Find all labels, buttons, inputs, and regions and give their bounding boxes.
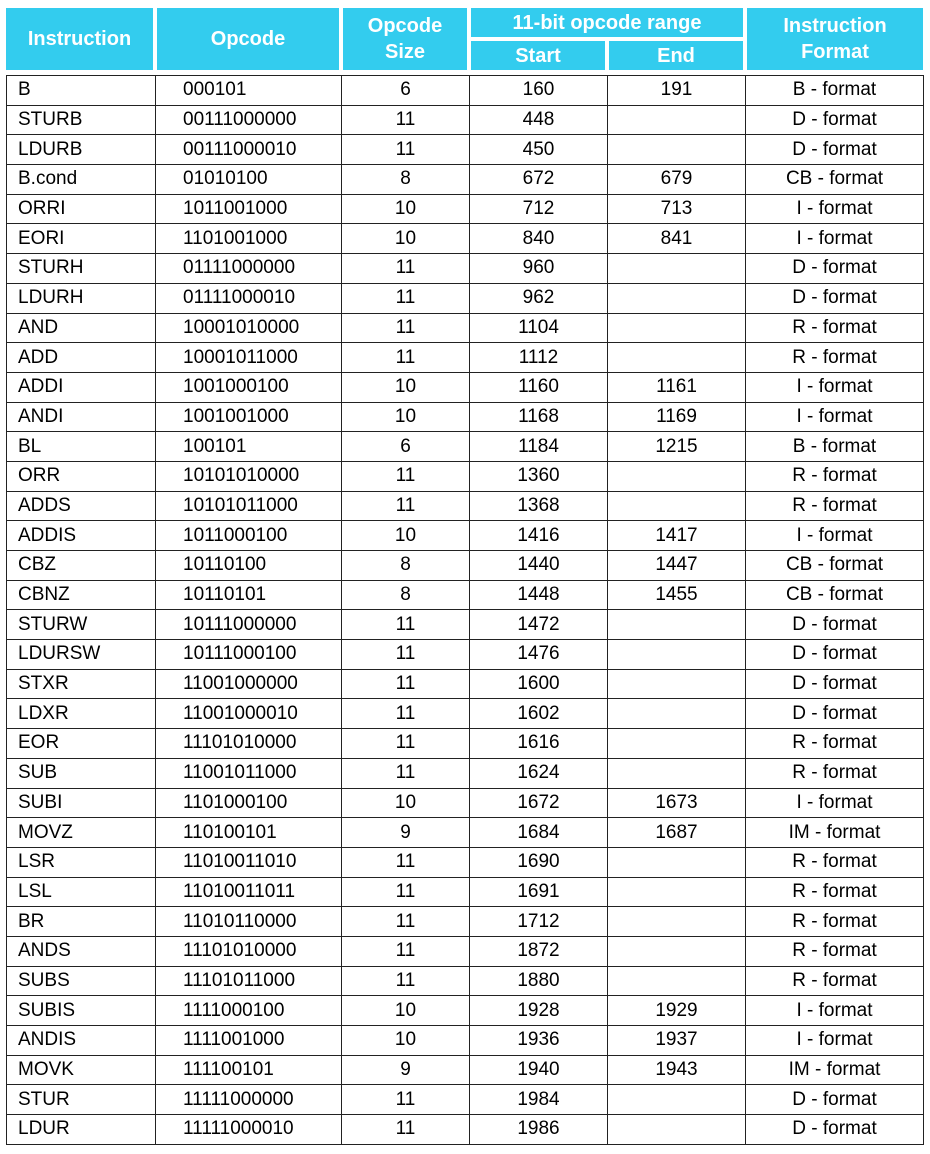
cell-instruction: LDURB	[7, 135, 156, 165]
cell-range-end	[608, 877, 746, 907]
cell-opcode-size: 10	[342, 788, 470, 818]
cell-range-end: 1943	[608, 1055, 746, 1085]
cell-instruction: LDXR	[7, 699, 156, 729]
cell-opcode-size: 6	[342, 432, 470, 462]
cell-opcode-size: 11	[342, 343, 470, 373]
table-row	[7, 521, 924, 551]
cell-instruction-format: I - format	[746, 194, 924, 224]
table-row	[7, 847, 924, 877]
cell-range-start: 1160	[470, 372, 608, 402]
cell-opcode-size: 11	[342, 610, 470, 640]
cell-opcode: 1101000100	[156, 788, 342, 818]
cell-opcode-size: 8	[342, 580, 470, 610]
cell-opcode-size: 11	[342, 847, 470, 877]
cell-opcode-size: 11	[342, 699, 470, 729]
cell-range-end: 841	[608, 224, 746, 254]
table-row	[7, 699, 924, 729]
cell-range-start: 1104	[470, 313, 608, 343]
cell-instruction-format: I - format	[746, 372, 924, 402]
cell-instruction-format: R - format	[746, 729, 924, 759]
cell-instruction-format: B - format	[746, 432, 924, 462]
header-format-line1: Instruction	[783, 15, 887, 37]
cell-opcode-size: 11	[342, 729, 470, 759]
cell-opcode: 110100101	[156, 818, 342, 848]
cell-range-end	[608, 936, 746, 966]
table-row	[7, 818, 924, 848]
cell-instruction-format: I - format	[746, 788, 924, 818]
cell-instruction: AND	[7, 313, 156, 343]
table-row	[7, 936, 924, 966]
cell-instruction: SUBIS	[7, 996, 156, 1026]
cell-range-start: 1476	[470, 640, 608, 670]
table-row	[7, 224, 924, 254]
cell-opcode: 1001000100	[156, 372, 342, 402]
table-row	[7, 966, 924, 996]
cell-instruction-format: R - format	[746, 877, 924, 907]
cell-range-end: 1687	[608, 818, 746, 848]
opcode-table-body	[7, 76, 924, 1145]
table-row	[7, 491, 924, 521]
cell-opcode: 01010100	[156, 165, 342, 195]
cell-opcode-size: 11	[342, 461, 470, 491]
table-row	[7, 76, 924, 106]
cell-range-end: 1417	[608, 521, 746, 551]
table-row	[7, 610, 924, 640]
header-start-label: Start	[515, 44, 561, 67]
cell-opcode-size: 6	[342, 76, 470, 106]
cell-opcode: 1101001000	[156, 224, 342, 254]
cell-instruction: LSL	[7, 877, 156, 907]
cell-opcode: 10110101	[156, 580, 342, 610]
cell-instruction: LDURH	[7, 283, 156, 313]
cell-range-start: 960	[470, 254, 608, 284]
cell-opcode: 11101010000	[156, 729, 342, 759]
cell-instruction: SUB	[7, 758, 156, 788]
cell-range-end	[608, 491, 746, 521]
cell-opcode-size: 11	[342, 907, 470, 937]
cell-instruction-format: R - format	[746, 966, 924, 996]
cell-range-start: 1984	[470, 1085, 608, 1115]
cell-range-end	[608, 254, 746, 284]
cell-range-end: 1447	[608, 551, 746, 581]
cell-instruction-format: IM - format	[746, 818, 924, 848]
cell-opcode-size: 11	[342, 966, 470, 996]
cell-range-end: 1937	[608, 1026, 746, 1056]
cell-range-start: 450	[470, 135, 608, 165]
cell-instruction-format: R - format	[746, 313, 924, 343]
cell-instruction: STURW	[7, 610, 156, 640]
cell-instruction-format: I - format	[746, 224, 924, 254]
header-size-line1: Opcode	[367, 15, 443, 37]
table-row	[7, 194, 924, 224]
cell-range-start: 1602	[470, 699, 608, 729]
cell-range-end: 679	[608, 165, 746, 195]
cell-instruction-format: D - format	[746, 1115, 924, 1145]
cell-opcode: 11010011011	[156, 877, 342, 907]
cell-opcode: 11101010000	[156, 936, 342, 966]
table-row	[7, 283, 924, 313]
header-end	[609, 41, 743, 70]
cell-range-end: 1215	[608, 432, 746, 462]
cell-opcode-size: 11	[342, 936, 470, 966]
cell-opcode: 10110100	[156, 551, 342, 581]
cell-instruction: B	[7, 76, 156, 106]
table-row	[7, 640, 924, 670]
cell-range-end	[608, 283, 746, 313]
cell-range-end	[608, 847, 746, 877]
cell-opcode-size: 10	[342, 372, 470, 402]
cell-opcode-size: 11	[342, 254, 470, 284]
table-row	[7, 877, 924, 907]
cell-instruction: EORI	[7, 224, 156, 254]
cell-instruction-format: D - format	[746, 699, 924, 729]
cell-instruction-format: CB - format	[746, 551, 924, 581]
cell-range-start: 1472	[470, 610, 608, 640]
header-opcode-label: Opcode	[210, 28, 286, 50]
cell-instruction-format: D - format	[746, 1085, 924, 1115]
table-row	[7, 580, 924, 610]
table-row	[7, 729, 924, 759]
cell-range-end	[608, 1085, 746, 1115]
cell-opcode: 11111000010	[156, 1115, 342, 1145]
cell-opcode-size: 11	[342, 491, 470, 521]
cell-opcode-size: 10	[342, 194, 470, 224]
table-row	[7, 165, 924, 195]
table-row	[7, 907, 924, 937]
cell-instruction-format: D - format	[746, 669, 924, 699]
table-row	[7, 758, 924, 788]
table-row	[7, 461, 924, 491]
table-row	[7, 1026, 924, 1056]
cell-range-end: 1673	[608, 788, 746, 818]
header-end-label: End	[657, 44, 695, 67]
cell-range-start: 1184	[470, 432, 608, 462]
cell-range-end	[608, 313, 746, 343]
cell-instruction-format: D - format	[746, 283, 924, 313]
cell-range-start: 1928	[470, 996, 608, 1026]
cell-opcode: 11001000000	[156, 669, 342, 699]
cell-opcode: 11010110000	[156, 907, 342, 937]
cell-instruction: ANDIS	[7, 1026, 156, 1056]
cell-range-end	[608, 966, 746, 996]
cell-range-end: 1455	[608, 580, 746, 610]
cell-opcode: 00111000010	[156, 135, 342, 165]
cell-instruction: CBNZ	[7, 580, 156, 610]
cell-instruction: ADDI	[7, 372, 156, 402]
cell-opcode: 10001010000	[156, 313, 342, 343]
cell-opcode-size: 11	[342, 283, 470, 313]
cell-opcode-size: 11	[342, 877, 470, 907]
cell-range-start: 1112	[470, 343, 608, 373]
cell-range-end	[608, 907, 746, 937]
header-range-label: 11-bit opcode range	[512, 11, 702, 34]
cell-opcode-size: 10	[342, 1026, 470, 1056]
cell-opcode: 000101	[156, 76, 342, 106]
cell-instruction-format: R - format	[746, 847, 924, 877]
cell-instruction-format: R - format	[746, 343, 924, 373]
table-row	[7, 343, 924, 373]
cell-instruction: SUBS	[7, 966, 156, 996]
cell-instruction: ADDIS	[7, 521, 156, 551]
cell-range-start: 1360	[470, 461, 608, 491]
cell-opcode-size: 11	[342, 758, 470, 788]
cell-opcode-size: 8	[342, 551, 470, 581]
cell-opcode: 11101011000	[156, 966, 342, 996]
cell-range-end: 1929	[608, 996, 746, 1026]
cell-instruction-format: B - format	[746, 76, 924, 106]
cell-instruction: STUR	[7, 1085, 156, 1115]
table-row	[7, 1085, 924, 1115]
cell-range-start: 1448	[470, 580, 608, 610]
cell-range-start: 1690	[470, 847, 608, 877]
cell-range-start: 1691	[470, 877, 608, 907]
cell-instruction-format: R - format	[746, 758, 924, 788]
table-row	[7, 1115, 924, 1145]
header-opcode	[157, 8, 339, 70]
cell-instruction: ADDS	[7, 491, 156, 521]
cell-instruction: B.cond	[7, 165, 156, 195]
header-opcode-range	[471, 8, 743, 37]
cell-instruction-format: D - format	[746, 610, 924, 640]
cell-instruction: LDURSW	[7, 640, 156, 670]
cell-range-end	[608, 669, 746, 699]
table-row	[7, 254, 924, 284]
cell-range-start: 1672	[470, 788, 608, 818]
cell-instruction-format: I - format	[746, 402, 924, 432]
table-row	[7, 551, 924, 581]
cell-instruction: LSR	[7, 847, 156, 877]
cell-opcode: 11001011000	[156, 758, 342, 788]
opcode-table-header	[6, 8, 923, 70]
cell-range-end	[608, 699, 746, 729]
cell-opcode-size: 11	[342, 1115, 470, 1145]
cell-range-start: 1712	[470, 907, 608, 937]
cell-opcode-size: 11	[342, 640, 470, 670]
cell-instruction-format: D - format	[746, 254, 924, 284]
cell-opcode: 10001011000	[156, 343, 342, 373]
cell-instruction-format: CB - format	[746, 165, 924, 195]
cell-range-start: 1872	[470, 936, 608, 966]
header-format-line2: Format	[801, 41, 869, 63]
cell-instruction: EOR	[7, 729, 156, 759]
cell-opcode-size: 8	[342, 165, 470, 195]
cell-instruction: ADD	[7, 343, 156, 373]
cell-range-start: 1168	[470, 402, 608, 432]
cell-opcode-size: 11	[342, 1085, 470, 1115]
cell-instruction: BL	[7, 432, 156, 462]
cell-opcode: 00111000000	[156, 105, 342, 135]
cell-range-end	[608, 729, 746, 759]
cell-opcode-size: 10	[342, 996, 470, 1026]
cell-opcode-size: 11	[342, 105, 470, 135]
cell-opcode-size: 11	[342, 669, 470, 699]
cell-instruction: ORR	[7, 461, 156, 491]
cell-range-start: 1684	[470, 818, 608, 848]
table-row	[7, 313, 924, 343]
cell-opcode-size: 11	[342, 135, 470, 165]
cell-opcode: 11001000010	[156, 699, 342, 729]
cell-instruction: MOVZ	[7, 818, 156, 848]
cell-opcode: 1111001000	[156, 1026, 342, 1056]
cell-opcode: 10101011000	[156, 491, 342, 521]
cell-opcode: 10111000100	[156, 640, 342, 670]
table-row	[7, 105, 924, 135]
cell-instruction-format: I - format	[746, 521, 924, 551]
cell-opcode: 1011001000	[156, 194, 342, 224]
cell-instruction: MOVK	[7, 1055, 156, 1085]
cell-opcode: 10111000000	[156, 610, 342, 640]
header-opcode-size	[343, 8, 467, 70]
cell-range-start: 1600	[470, 669, 608, 699]
cell-instruction-format: D - format	[746, 105, 924, 135]
cell-instruction: STURH	[7, 254, 156, 284]
cell-range-end	[608, 1115, 746, 1145]
cell-opcode: 1011000100	[156, 521, 342, 551]
cell-range-end	[608, 758, 746, 788]
cell-range-start: 1880	[470, 966, 608, 996]
cell-instruction-format: CB - format	[746, 580, 924, 610]
header-size-line2: Size	[384, 41, 426, 63]
cell-instruction: STXR	[7, 669, 156, 699]
cell-instruction-format: IM - format	[746, 1055, 924, 1085]
cell-instruction: LDUR	[7, 1115, 156, 1145]
cell-range-end	[608, 105, 746, 135]
cell-opcode-size: 9	[342, 818, 470, 848]
cell-range-end: 1161	[608, 372, 746, 402]
cell-instruction: ANDI	[7, 402, 156, 432]
cell-opcode-size: 9	[342, 1055, 470, 1085]
cell-range-start: 1986	[470, 1115, 608, 1145]
cell-instruction-format: D - format	[746, 135, 924, 165]
cell-instruction: ORRI	[7, 194, 156, 224]
cell-opcode-size: 10	[342, 402, 470, 432]
header-instruction-format	[747, 8, 923, 70]
cell-range-start: 1368	[470, 491, 608, 521]
cell-opcode: 10101010000	[156, 461, 342, 491]
cell-range-end	[608, 343, 746, 373]
cell-range-start: 840	[470, 224, 608, 254]
cell-instruction: STURB	[7, 105, 156, 135]
cell-instruction-format: I - format	[746, 1026, 924, 1056]
cell-range-start: 1624	[470, 758, 608, 788]
cell-instruction: SUBI	[7, 788, 156, 818]
table-row	[7, 402, 924, 432]
cell-range-start: 1936	[470, 1026, 608, 1056]
cell-opcode: 11111000000	[156, 1085, 342, 1115]
cell-range-start: 712	[470, 194, 608, 224]
header-start	[471, 41, 605, 70]
cell-range-start: 448	[470, 105, 608, 135]
cell-opcode: 01111000000	[156, 254, 342, 284]
cell-range-end	[608, 135, 746, 165]
cell-range-end	[608, 461, 746, 491]
cell-range-start: 1616	[470, 729, 608, 759]
table-row	[7, 372, 924, 402]
cell-range-end: 1169	[608, 402, 746, 432]
cell-opcode: 01111000010	[156, 283, 342, 313]
table-row	[7, 135, 924, 165]
cell-opcode: 1111000100	[156, 996, 342, 1026]
cell-instruction-format: R - format	[746, 907, 924, 937]
cell-range-start: 160	[470, 76, 608, 106]
cell-instruction-format: I - format	[746, 996, 924, 1026]
cell-instruction: BR	[7, 907, 156, 937]
table-row	[7, 1055, 924, 1085]
cell-opcode: 11010011010	[156, 847, 342, 877]
cell-range-end	[608, 610, 746, 640]
cell-range-end	[608, 640, 746, 670]
cell-instruction-format: R - format	[746, 936, 924, 966]
table-row	[7, 669, 924, 699]
cell-instruction-format: R - format	[746, 461, 924, 491]
cell-range-end: 191	[608, 76, 746, 106]
table-row	[7, 788, 924, 818]
cell-range-start: 672	[470, 165, 608, 195]
cell-opcode-size: 11	[342, 313, 470, 343]
header-instruction	[6, 8, 153, 70]
cell-range-start: 1440	[470, 551, 608, 581]
cell-opcode: 111100101	[156, 1055, 342, 1085]
cell-opcode-size: 10	[342, 224, 470, 254]
table-row	[7, 432, 924, 462]
opcode-table	[6, 75, 924, 1145]
cell-opcode-size: 10	[342, 521, 470, 551]
cell-range-start: 1940	[470, 1055, 608, 1085]
cell-instruction-format: D - format	[746, 640, 924, 670]
cell-opcode: 100101	[156, 432, 342, 462]
cell-range-start: 1416	[470, 521, 608, 551]
cell-range-start: 962	[470, 283, 608, 313]
cell-range-end: 713	[608, 194, 746, 224]
cell-instruction-format: R - format	[746, 491, 924, 521]
cell-instruction: ANDS	[7, 936, 156, 966]
cell-opcode: 1001001000	[156, 402, 342, 432]
header-instruction-label: Instruction	[27, 28, 132, 50]
cell-instruction: CBZ	[7, 551, 156, 581]
table-row	[7, 996, 924, 1026]
